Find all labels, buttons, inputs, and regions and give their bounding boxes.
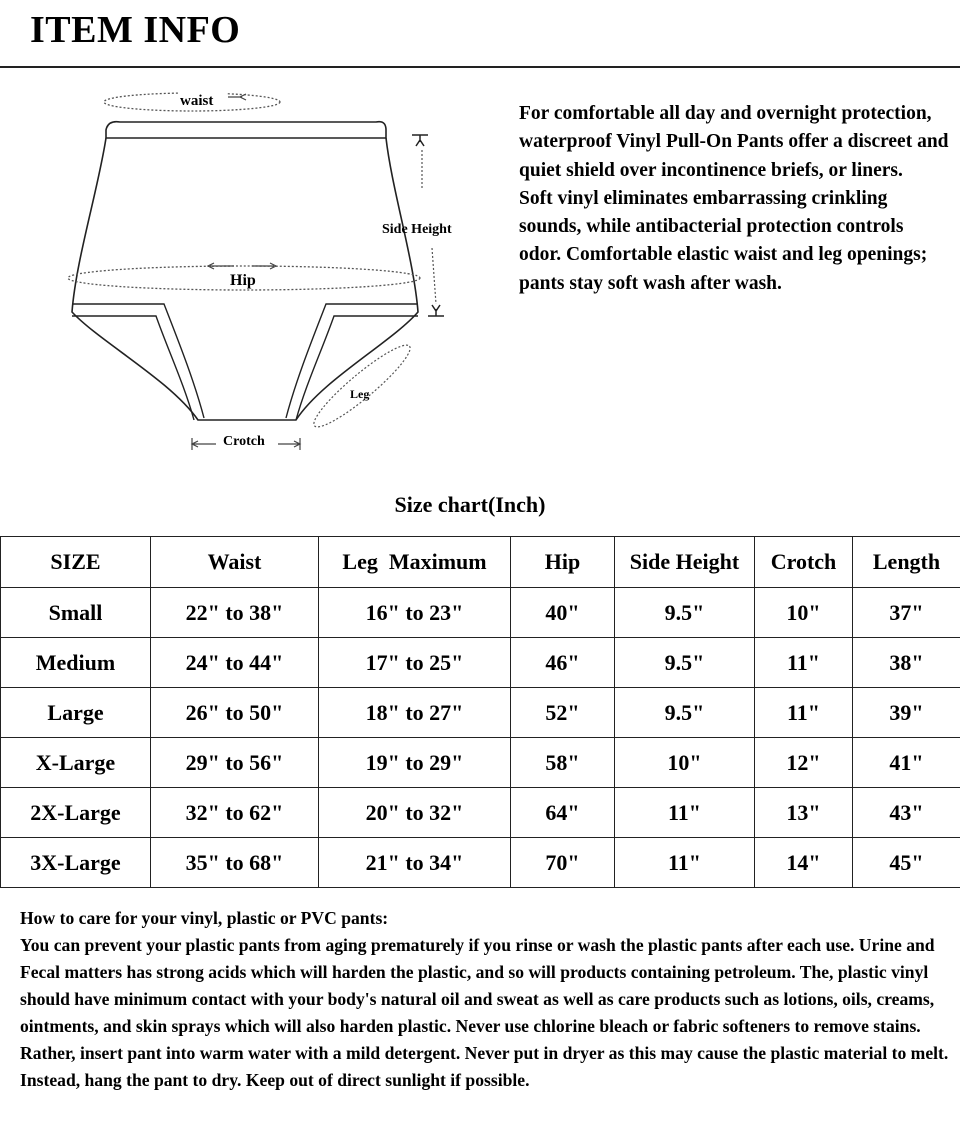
table-cell: 17" to 25" (319, 638, 511, 688)
table-cell: 22" to 38" (151, 588, 319, 638)
table-cell: 24" to 44" (151, 638, 319, 688)
right-leg-band (286, 304, 418, 420)
table-cell: 46" (511, 638, 615, 688)
page-title: ITEM INFO (30, 9, 241, 51)
table-cell: 37" (853, 588, 960, 638)
hip-arrow-left (208, 263, 234, 269)
hip-label: Hip (230, 272, 256, 289)
product-description (519, 100, 949, 298)
table-cell: 39" (853, 688, 960, 738)
table-cell: 26" to 50" (151, 688, 319, 738)
table-cell: X-Large (1, 738, 151, 788)
table-cell: 29" to 56" (151, 738, 319, 788)
care-heading: How to care for your vinyl, plastic or PVC pants: (20, 908, 389, 928)
table-cell: 11" (615, 838, 755, 888)
description-paragraph-2: Soft vinyl eliminates embarrassing crinkling sounds, while antibacterial protection controls odor. Comfortable elastic waist and leg openings; pants stay soft wash after wash. (519, 187, 928, 294)
table-row (1, 738, 960, 788)
hip-arrow-right (252, 263, 276, 269)
column-header: SIZE (1, 537, 151, 588)
table-cell: 32" to 62" (151, 788, 319, 838)
table-cell: 38" (853, 638, 960, 688)
side-height-top-bar (412, 135, 428, 146)
title-divider (0, 66, 960, 68)
waistband-shape (106, 122, 386, 138)
table-row (1, 638, 960, 688)
table-cell: Small (1, 588, 151, 638)
size-chart-heading: Size chart(Inch) (394, 492, 546, 517)
leg-measure-line (307, 337, 417, 435)
column-header: Leg Maximum (319, 537, 511, 588)
side-height-bottom-bar (428, 305, 444, 316)
table-cell: 41" (853, 738, 960, 788)
table-cell: 12" (755, 738, 853, 788)
table-cell: 10" (615, 738, 755, 788)
table-cell: 58" (511, 738, 615, 788)
table-row (1, 588, 960, 638)
table-cell: 16" to 23" (319, 588, 511, 638)
table-row (1, 688, 960, 738)
table-cell: 3X-Large (1, 838, 151, 888)
table-header-row (1, 537, 960, 588)
table-cell: 43" (853, 788, 960, 838)
table-cell: Large (1, 688, 151, 738)
column-header: Side Height (615, 537, 755, 588)
table-cell: 35" to 68" (151, 838, 319, 888)
table-cell: 9.5" (615, 638, 755, 688)
table-row (1, 788, 960, 838)
side-height-label: Side Height (382, 222, 452, 237)
column-header: Hip (511, 537, 615, 588)
table-cell: 11" (755, 638, 853, 688)
crotch-label: Crotch (223, 434, 265, 449)
care-instructions (20, 905, 950, 1094)
table-row (1, 838, 960, 888)
column-header: Crotch (755, 537, 853, 588)
description-paragraph-1: For comfortable all day and overnight protection, waterproof Vinyl Pull-On Pants offer a discreet and quiet shield over incontinence briefs, or liners. (519, 103, 949, 181)
table-cell: Medium (1, 638, 151, 688)
pants-diagram (60, 80, 480, 460)
size-chart-table (0, 536, 960, 888)
care-body: You can prevent your plastic pants from aging prematurely if you rinse or wash the plastic pants after each use. Urine and Fecal matters has strong acids which will harden the plastic, and so will products containing petroleum. The, plastic vinyl should have minimum contact with your body's natural oil and sweat as well as care products such as lotions, oils, creams, ointments, and skin sprays which will also harden plastic. Never use chlorine bleach or fabric softeners to remove stains. Rather, insert pant into warm water with a mild detergent. Never put in dryer as this may cause the plastic material to melt. Instead, hang the pant to dry. Keep out of direct sunlight if possible. (20, 935, 949, 1090)
table-cell: 9.5" (615, 588, 755, 638)
table-cell: 18" to 27" (319, 688, 511, 738)
table-cell: 64" (511, 788, 615, 838)
table-cell: 11" (755, 688, 853, 738)
table-cell: 20" to 32" (319, 788, 511, 838)
table-cell: 52" (511, 688, 615, 738)
table-cell: 9.5" (615, 688, 755, 738)
leg-label: Leg (350, 387, 370, 401)
table-cell: 13" (755, 788, 853, 838)
waist-label: waist (180, 93, 214, 109)
table-cell: 19" to 29" (319, 738, 511, 788)
column-header: Waist (151, 537, 319, 588)
table-cell: 11" (615, 788, 755, 838)
table-cell: 45" (853, 838, 960, 888)
table-cell: 10" (755, 588, 853, 638)
table-cell: 14" (755, 838, 853, 888)
column-header: Length (853, 537, 960, 588)
table-cell: 40" (511, 588, 615, 638)
table-cell: 70" (511, 838, 615, 888)
table-cell: 2X-Large (1, 788, 151, 838)
table-cell: 21" to 34" (319, 838, 511, 888)
